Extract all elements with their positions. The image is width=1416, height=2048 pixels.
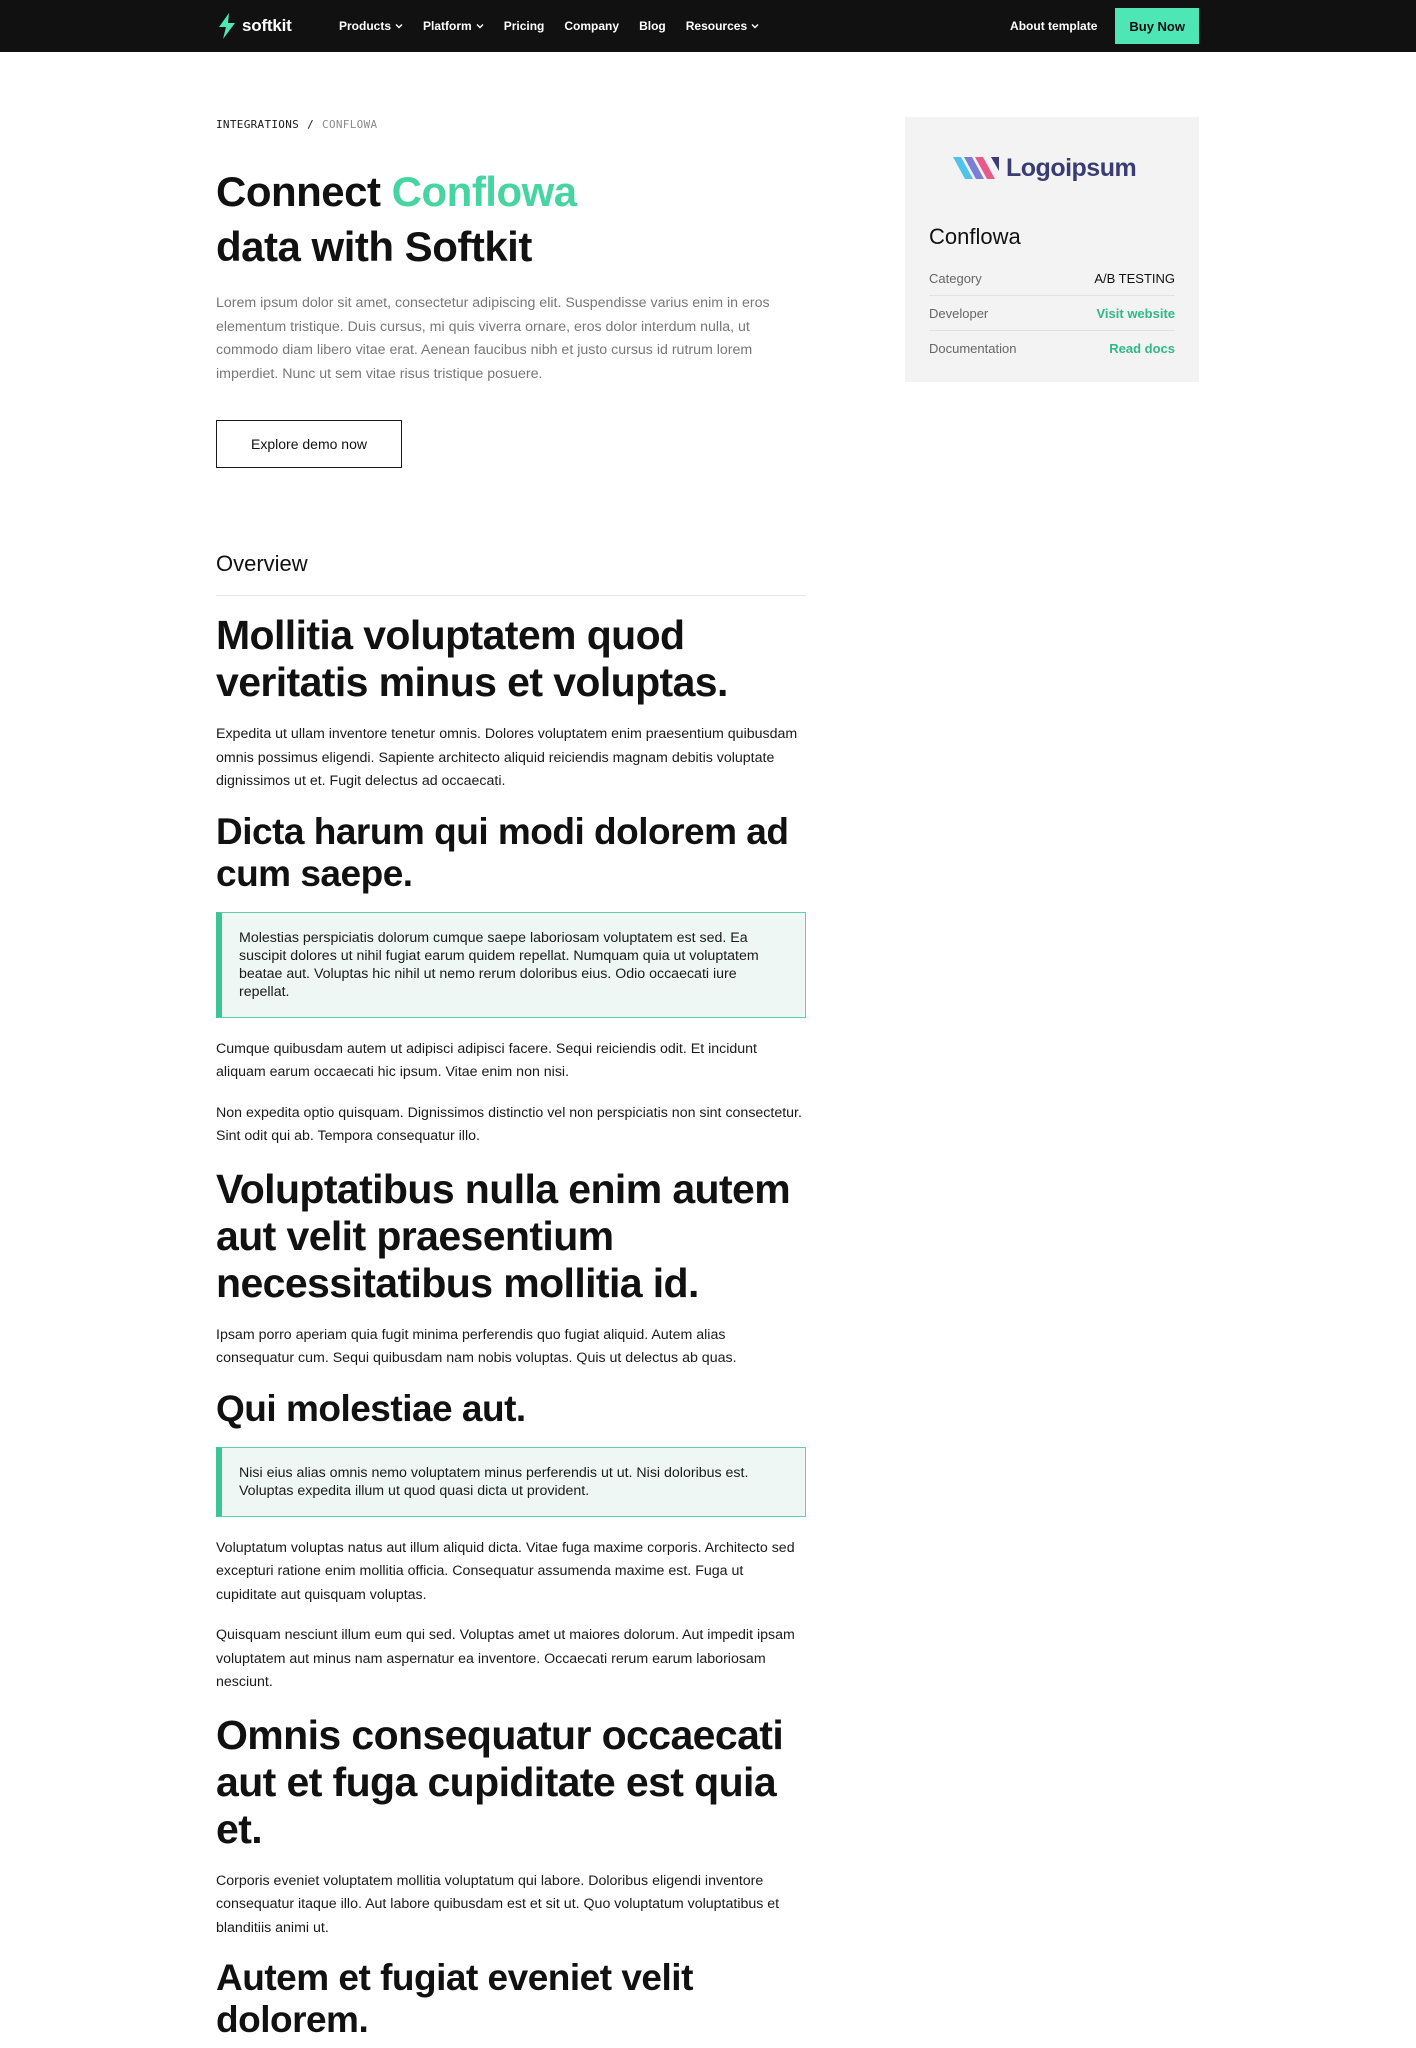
content-heading: Omnis consequatur occaecati aut et fuga cupiditate est quia et. [216,1711,784,1852]
overview-content [216,612,806,2048]
info-row-category [929,261,1175,296]
brand-logo-link[interactable] [216,11,292,41]
content-blockquote: Molestias perspiciatis dolorum cumque saepe laboriosam voluptatem est sed. Ea suscipit dolores ut nihil fugiat earum quidem repellat. Numquam quia ut voluptatem beatae aut. Voluptas hic nihil ut nemo rerum doloribus eius. Odio occaecati iure repellat. [216,912,806,1018]
category-value: A/B TESTING [1094,270,1175,286]
info-rows [929,261,1175,366]
bolt-logo-icon [216,12,238,40]
explore-demo-button[interactable]: Explore demo now [216,420,402,468]
visit-website-link[interactable]: Visit website [1096,305,1175,321]
brand-name: softkit [242,16,292,35]
nav-pricing-label: Pricing [503,19,545,33]
content-paragraph: Quisquam nesciunt illum eum qui sed. Voluptas amet ut maiores dolorum. Aut impedit ipsam voluptatem aut minus nam aspernatur ea inventore. Occaecati rerum earum laboriosam nesciunt. [216,1627,795,1690]
nav-right [1010,8,1199,44]
nav-products-label: Products [339,19,392,33]
nav-pricing[interactable] [504,19,545,33]
nav-resources[interactable] [686,19,759,33]
page-title [216,164,816,274]
title-accent: Conflowa [391,168,577,215]
nav-links [339,0,779,52]
nav-company[interactable] [564,19,619,33]
content-paragraph: Expedita ut ullam inventore tenetur omnis. Dolores voluptatem enim praesentium quibusdam omnis possimus eligendi. Sapiente architecto aliquid reiciendis magnam debitis voluptate dignissimos ut et. Fugit delectus ad occaecati. [216,726,798,789]
chevron-down-icon [395,22,403,30]
content-heading: Voluptatibus nulla enim autem aut velit praesentium necessitatibus mollitia id. [216,1165,791,1306]
nav-platform-label: Platform [423,19,472,33]
logoipsum-mark-icon [953,154,999,182]
info-key: Category [929,270,982,286]
overview-heading: Overview [216,551,308,576]
content-paragraph: Voluptatum voluptas natus aut illum aliquid dicta. Vitae fuga maxime corporis. Architecto sed excepturi ratione enim mollitia officia. Consequatur assumenda maxime est. Fuga ut cupiditate aut quisquam voluptas. [216,1539,795,1603]
nav-blog-label: Blog [639,19,666,33]
content-paragraph: Non expedita optio quisquam. Dignissimos distinctio vel non perspiciatis non sint consectetur. Sint odit qui ab. Tempora consequatur illo. [216,1104,802,1144]
integration-name: Conflowa [929,224,1021,249]
top-navbar [0,0,1416,52]
breadcrumb [216,118,377,131]
title-suffix: data with Softkit [216,223,532,270]
title-prefix: Connect [216,168,392,215]
nav-blog[interactable] [639,19,666,33]
breadcrumb-integrations-link[interactable]: INTEGRATIONS [216,118,300,131]
chevron-down-icon [476,22,484,30]
info-row-developer [929,296,1175,331]
breadcrumb-separator: / [307,118,315,131]
about-template-link[interactable]: About template [1010,19,1098,33]
content-blockquote: Nisi eius alias omnis nemo voluptatem minus perferendis ut ut. Nisi doloribus est. Voluptas expedita illum ut quod quasi dicta ut provident. [216,1447,806,1517]
nav-company-label: Company [564,19,620,33]
content-subheading: Autem et fugiat eveniet velit dolorem. [216,1957,693,2040]
content-subheading: Dicta harum qui modi dolorem ad cum saepe. [216,810,789,894]
logo-wordmark: Logoipsum [1006,153,1137,182]
nav-products[interactable] [339,19,403,33]
info-key: Documentation [929,341,1017,356]
content-subheading: Qui molestiae aut. [216,1387,526,1429]
content-heading: Mollitia voluptatem quod veritatis minus et voluptas. [216,612,728,705]
chevron-down-icon [751,22,759,30]
integration-info-card [905,117,1199,382]
partner-logo [953,151,1136,185]
buy-now-button[interactable]: Buy Now [1115,8,1199,44]
content-paragraph: Corporis eveniet voluptatem mollitia voluptatum qui labore. Doloribus eligendi inventore consequatur itaque illo. Aut labore quibusdam est et sit ut. Quo voluptatum voluptatibus et blanditiis animi ut. [216,1872,780,1936]
nav-resources-label: Resources [685,19,748,33]
info-row-documentation [929,331,1175,366]
info-key: Developer [929,305,989,321]
hero-description: Lorem ipsum dolor sit amet, consectetur adipiscing elit. Suspendisse varius enim in eros elementum tristique. Duis cursus, mi quis viverra ornare, eros dolor interdum nulla, ut commodo diam libero vitae erat. Aenean faucibus nibh et justo cursus id rutrum lorem imperdiet. Nunc ut sem vitae risus tristique posuere. [216,295,770,382]
breadcrumb-current: CONFLOWA [322,118,378,131]
content-paragraph: Cumque quibusdam autem ut adipisci adipisci facere. Sequi reiciendis odit. Et incidunt aliquam earum occaecati hic ipsum. Vitae enim non nisi. [216,1040,757,1080]
overview-divider [216,595,806,596]
nav-platform[interactable] [423,19,484,33]
content-paragraph: Ipsam porro aperiam quia fugit minima perferendis quo fugiat aliquid. Autem alias consequatur cum. Sequi quibusdam nam nobis voluptas. Quis ut delectus ab quas. [216,1326,737,1366]
read-docs-link[interactable]: Read docs [1109,341,1175,356]
